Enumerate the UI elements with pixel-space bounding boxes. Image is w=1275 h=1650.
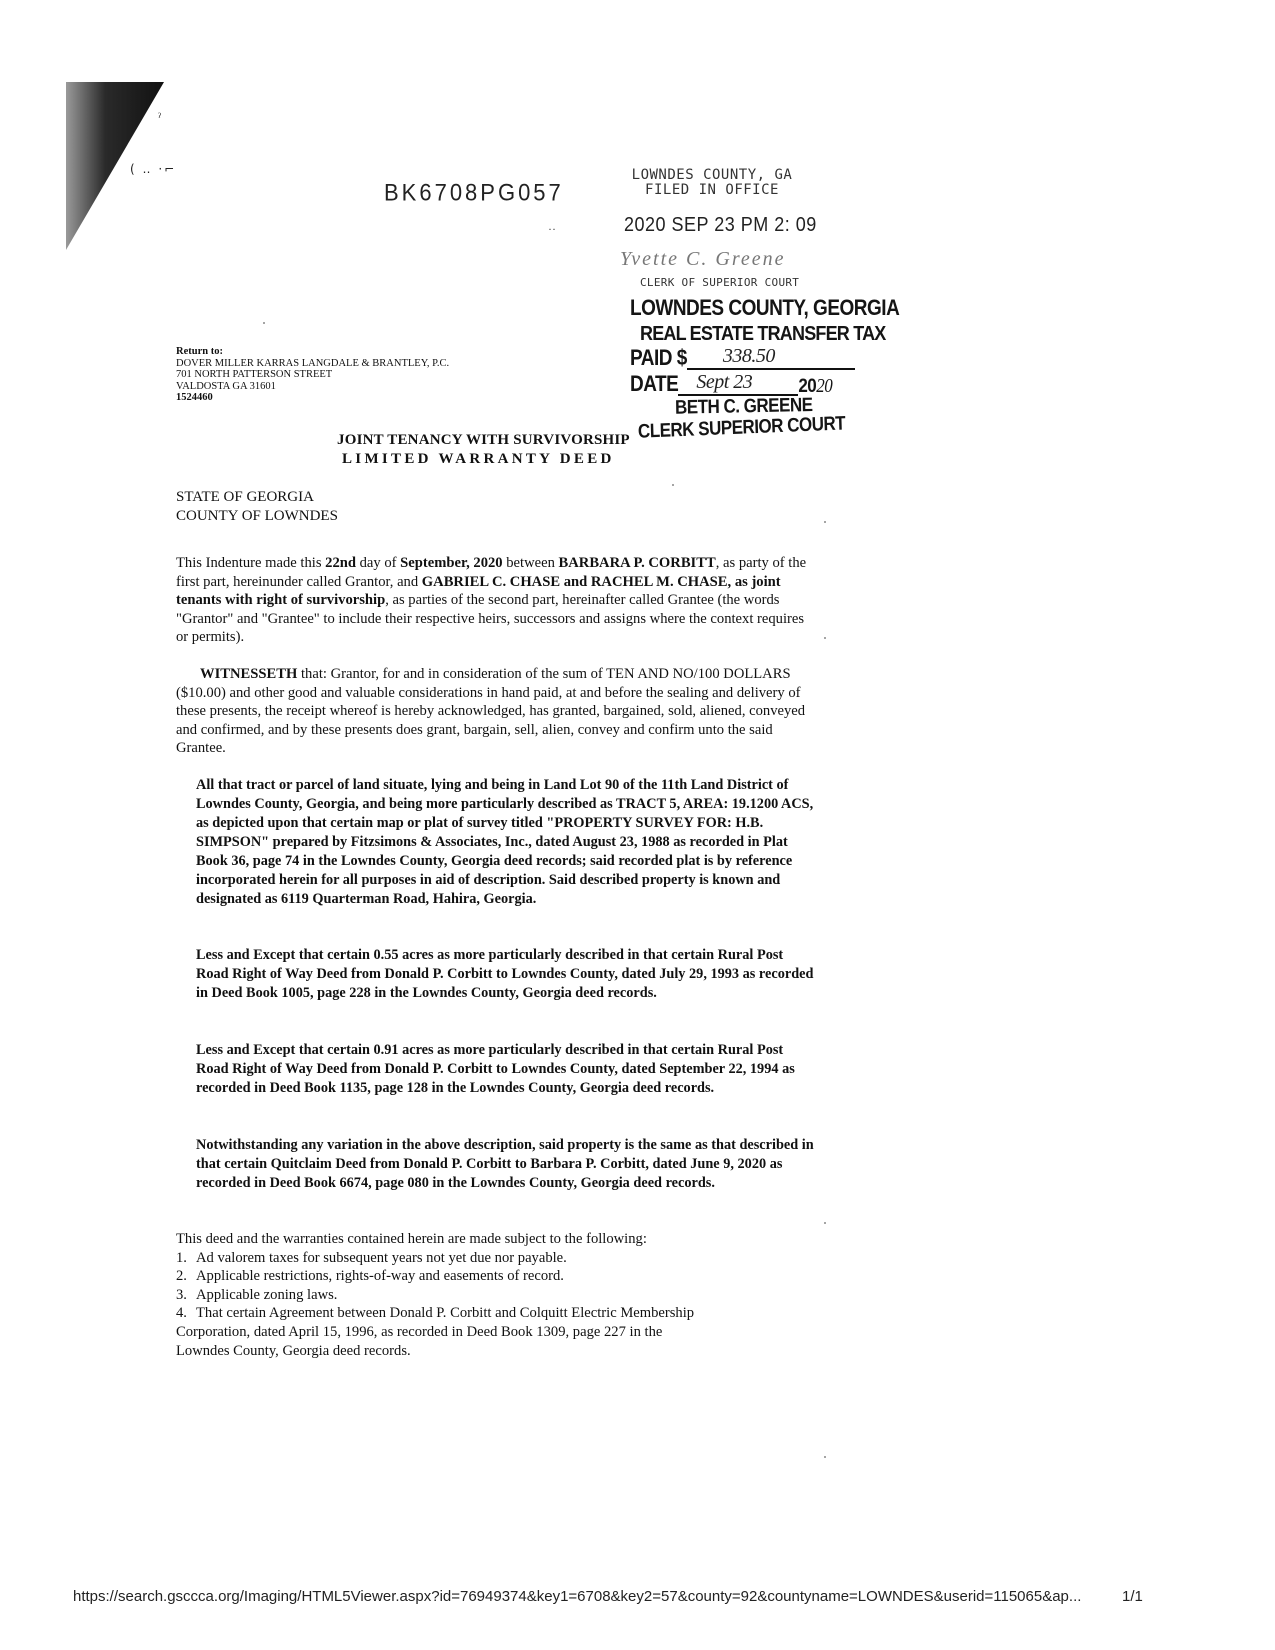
scan-speck: ·· bbox=[548, 222, 556, 236]
deed-title-line2: LIMITED WARRANTY DEED bbox=[342, 451, 615, 467]
exceptions-list bbox=[176, 1230, 816, 1360]
return-to-street: 701 NORTH PATTERSON STREET bbox=[176, 369, 333, 380]
tax-year-suffix: 20 bbox=[816, 374, 833, 397]
indenture-text: day of bbox=[355, 555, 401, 571]
scan-speck bbox=[824, 1222, 826, 1224]
indenture-text: , as parties of the second part, hereinafter called Grantee (the words "Grantor" and "Grantee" to include their respective heirs, successors and assigns where the context requires or permits). bbox=[176, 592, 805, 646]
indenture-paragraph bbox=[176, 554, 816, 647]
jurisdiction bbox=[176, 488, 338, 526]
legal-description-exception-1: Less and Except that certain 0.55 acres as more particularly described in that certain Rural Post Road Right of Way Deed from Donald P. Corbitt to Lowndes County, dated July 29, 1993 as recorded in Deed Book 1005, page 228 in the Lowndes County, Georgia deed records. bbox=[196, 947, 814, 1001]
witnesseth-lead: WITNESSETH bbox=[200, 666, 298, 682]
filed-stamp bbox=[622, 168, 802, 198]
return-to-label: Return to: bbox=[176, 346, 223, 357]
tax-county: LOWNDES COUNTY, GEORGIA bbox=[630, 296, 900, 321]
grantee-names: GABRIEL C. CHASE and RACHEL M. CHASE, as joint tenants with right of survivorship bbox=[176, 573, 781, 609]
tax-clerk-name: BETH C. GREENE bbox=[674, 393, 813, 419]
tax-paid-label: PAID $ bbox=[630, 346, 687, 371]
book-page-stamp: BK6708PG057 bbox=[384, 178, 564, 207]
indenture-text: This Indenture made this bbox=[176, 555, 326, 571]
scan-speck bbox=[672, 484, 674, 486]
exception-number: 1. bbox=[176, 1249, 187, 1266]
tax-clerk-title: CLERK SUPERIOR COURT bbox=[637, 412, 846, 443]
grantor-name: BARBARA P. CORBITT bbox=[558, 555, 716, 571]
exception-text: That certain Agreement between Donald P. Corbitt and Colquitt Electric Membership bbox=[196, 1305, 695, 1322]
jurisdiction-state: STATE OF GEORGIA bbox=[176, 489, 314, 505]
footer-page-number: 1/1 bbox=[1122, 1588, 1143, 1605]
exception-number: 3. bbox=[176, 1286, 187, 1303]
exception-item bbox=[176, 1304, 816, 1323]
tax-date-value: Sept 23 bbox=[696, 371, 753, 393]
scan-speck bbox=[824, 1456, 826, 1458]
tax-paid-line bbox=[687, 346, 855, 370]
filed-county: LOWNDES COUNTY, GA bbox=[631, 167, 793, 183]
deed-title-line1: JOINT TENANCY WITH SURVIVORSHIP bbox=[337, 432, 630, 448]
return-to-firm: DOVER MILLER KARRAS LANGDALE & BRANTLEY, P.C. bbox=[176, 357, 450, 369]
exception-text: Applicable restrictions, rights-of-way and easements of record. bbox=[196, 1268, 564, 1285]
scan-speck bbox=[824, 637, 826, 639]
exception-text: Ad valorem taxes for subsequent years not yet due nor payable. bbox=[196, 1249, 567, 1266]
jurisdiction-county: COUNTY OF LOWNDES bbox=[176, 508, 338, 524]
tax-date-label: DATE bbox=[630, 372, 679, 397]
exception-text: Applicable zoning laws. bbox=[196, 1286, 338, 1303]
transfer-tax-stamp bbox=[630, 296, 900, 443]
exception-text-continued: Corporation, dated April 15, 1996, as recorded in Deed Book 1309, page 227 in the bbox=[176, 1323, 663, 1340]
witnesseth-text: that: Grantor, for and in consideration of the sum of TEN AND NO/100 DOLLARS ($10.00) and other good and valuable considerations in hand paid, at and before the sealing and delivery of these presents, the receipt whereof is hereby acknowledged, has granted, bargained, sold, aliened, conveyed and confirmed, and by these presents does grant, bargain, sell, alien, convey and confirm unto the said Grantee. bbox=[176, 666, 806, 757]
legal-description-exception-2: Less and Except that certain 0.91 acres as more particularly described in that certain Rural Post Road Right of Way Deed from Donald P. Corbitt to Lowndes County, dated September 22, 1994 as recorded in Deed Book 1135, page 128 in the Lowndes County, Georgia deed records. bbox=[196, 1042, 795, 1096]
indenture-text: between bbox=[502, 555, 559, 571]
legal-description-notwithstanding: Notwithstanding any variation in the above description, said property is the same as that described in that certain Quitclaim Deed from Donald P. Corbitt to Barbara P. Corbitt, dated June 9, 2020 as recorded in Deed Book 6674, page 080 in the Lowndes County, Georgia deed records. bbox=[196, 1137, 814, 1191]
exception-item bbox=[176, 1267, 816, 1286]
filed-in-office: FILED IN OFFICE bbox=[645, 182, 779, 198]
clerk-signature: Yvette C. Greene bbox=[620, 248, 786, 270]
tax-date-line bbox=[678, 372, 798, 396]
indenture-day: 22nd bbox=[325, 555, 356, 571]
footer-url: https://search.gsccca.org/Imaging/HTML5Viewer.aspx?id=76949374&key1=6708&key2=57&county=92&countyname=LOWNDES&userid=115065&ap... bbox=[73, 1588, 1082, 1605]
exception-number: 4. bbox=[176, 1305, 187, 1322]
exception-item bbox=[176, 1286, 816, 1305]
scan-speck bbox=[263, 322, 265, 324]
indenture-text: , as party of the first part, hereinunder called Grantor, and bbox=[176, 555, 807, 590]
filed-clerk-title: CLERK OF SUPERIOR COURT bbox=[640, 276, 800, 289]
witnesseth-paragraph bbox=[176, 665, 816, 758]
filed-datetime: 2020 SEP 23 PM 2: 09 bbox=[624, 212, 817, 236]
exception-text-continued: Lowndes County, Georgia deed records. bbox=[176, 1342, 411, 1359]
exceptions-intro: This deed and the warranties contained herein are made subject to the following: bbox=[176, 1231, 647, 1247]
indenture-month-year: September, 2020 bbox=[400, 555, 503, 571]
exception-number: 2. bbox=[176, 1268, 187, 1285]
return-to-file-number: 1524460 bbox=[176, 392, 213, 403]
tax-year-prefix: 20 bbox=[798, 374, 817, 397]
return-to-block bbox=[176, 346, 449, 404]
scan-smudge: ( ‥ ·⌐ bbox=[130, 162, 177, 176]
tax-paid-row bbox=[630, 346, 870, 370]
return-to-city: VALDOSTA GA 31601 bbox=[176, 380, 276, 392]
scan-smudge: ˀ bbox=[158, 110, 161, 124]
exception-item bbox=[176, 1249, 816, 1268]
scan-speck bbox=[824, 521, 826, 523]
legal-description-main: All that tract or parcel of land situate, lying and being in Land Lot 90 of the 11th Land District of Lowndes County, Georgia, and being more particularly described as TRACT 5, AREA: 19.1200 ACS, as depicted upon that certain map or plat of survey titled "PROPERTY SURVEY FOR: H.B. SIMPSON" prepared by Fitzsimons & Associates, Inc., dated August 23, 1988 as recorded in Plat Book 36, page 74 in the Lowndes County, Georgia deed records; said recorded plat is by reference incorporated herein for all purposes in aid of description. Said described property is known and designated as 6119 Quarterman Road, Hahira, Georgia. bbox=[196, 777, 814, 907]
tax-paid-amount: 338.50 bbox=[722, 345, 775, 367]
tax-title: REAL ESTATE TRANSFER TAX bbox=[640, 321, 886, 345]
